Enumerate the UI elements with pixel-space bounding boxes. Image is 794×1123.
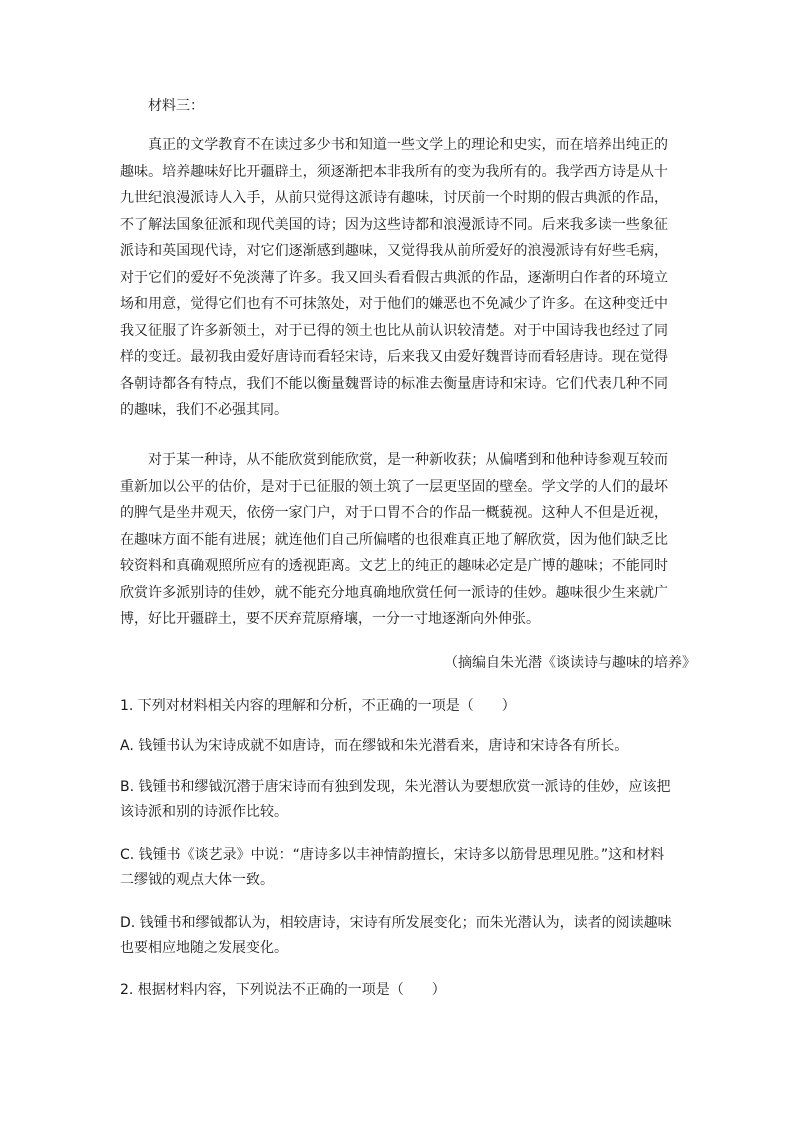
question-1-option-c: C. 钱锺书《谈艺录》中说：“唐诗多以丰神情韵擅长，宋诗多以筋骨思理见胜。”这和材料二缪钺的观点大体一致。	[120, 847, 665, 888]
paragraph-1: 真正的文学教育不在读过多少书和知道一些文学上的理论和史实，而在培养出纯正的趣味。培养趣味好比开疆辟土，须逐渐把本非我所有的变为我所有的。我学西方诗是从十九世纪浪漫派诗人入手，从前只觉得这派诗有趣味，讨厌前一个时期的假古典派的作品，不了解法国象征派和现代美国的诗；因为这些诗都和浪漫派诗不同。后来我多读一些象征派诗和英国现代诗，对它们逐渐感到趣味，又觉得我从前所爱好的浪漫派诗有好些毛病，对于它们的爱好不免淡薄了许多。我又回头看看假古典派的作品，逐渐明白作者的环境立场和用意，觉得它们也有不可抹煞处，对于他们的嫌恶也不免减少了许多。在这种变迁中我又征服了许多新领土，对于已得的领土也比从前认识较清楚。对于中国诗我也经过了同样的变迁。最初我由爱好唐诗而看轻宋诗，后来我又由爱好魏晋诗而看轻唐诗。现在觉得各朝诗都各有特点，我们不能以衡量魏晋诗的标准去衡量唐诗和宋诗。它们代表几种不同的趣味，我们不必强其同。	[120, 137, 668, 418]
question-1-option-a: A. 钱锺书认为宋诗成就不如唐诗，而在缪钺和朱光潜看来，唐诗和宋诗各有所长。	[120, 738, 629, 754]
question-1-option-d: D. 钱锺书和缪钺都认为，相较唐诗，宋诗有所发展变化；而朱光潜认为，读者的阅读趣味也要相应地随之发展变化。	[120, 915, 672, 956]
question-1-stem: 1. 下列对材料相关内容的理解和分析，不正确的一项是（ ）	[120, 698, 516, 714]
question-2-stem: 2. 根据材料内容，下列说法不正确的一项是（ ）	[120, 982, 446, 998]
material-heading: 材料三：	[148, 98, 204, 114]
question-1-option-b: B. 钱锺书和缪钺沉潜于唐宋诗而有独到发现，朱光潜认为要想欣赏一派诗的佳妙，应该把该诗派和别的诗派作比较。	[120, 779, 671, 820]
paragraph-2: 对于某一种诗，从不能欣赏到能欣赏，是一种新收获；从偏嗜到和他种诗参观互较而重新加以公平的估价，是对于已征服的领土筑了一层更坚固的壁垒。学文学的人们的最坏的脾气是坐井观天，依傍一家门户，对于口胃不合的作品一概藐视。这种人不但是近视，在趣味方面不能有进展；就连他们自己所偏嗜的也很难真正地了解欣赏，因为他们缺乏比较资料和真确观照所应有的透视距离。文艺上的纯正的趣味必定是广博的趣味；不能同时欣赏许多派别诗的佳妙，就不能充分地真确地欣赏任何一派诗的佳妙。趣味很少生来就广博，好比开疆辟土，要不厌弃荒原瘠壤，一分一寸地逐渐向外伸张。	[120, 452, 668, 627]
source-citation: （摘编自朱光潜《谈读诗与趣味的培养》	[444, 655, 696, 671]
